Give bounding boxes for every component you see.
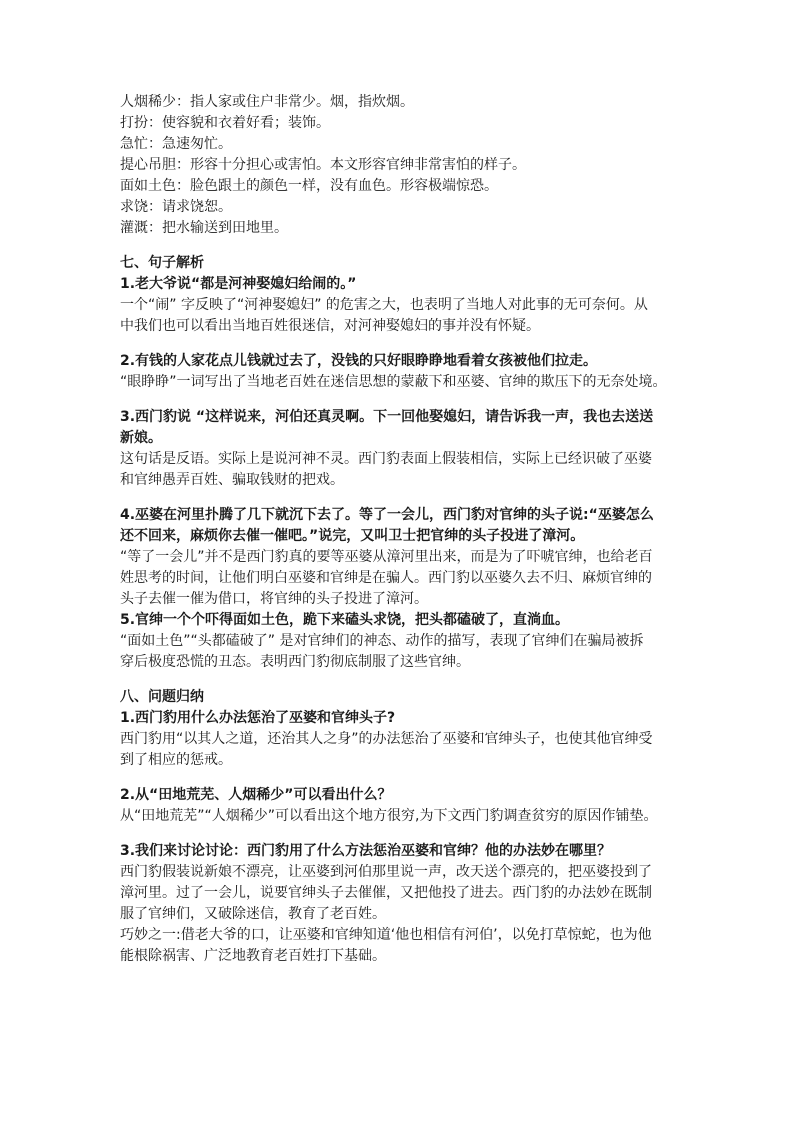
answer-line: 头子去催一催为借口，将官绅的头子投进了漳河。 xyxy=(120,591,428,607)
document-page xyxy=(120,92,680,967)
section-sentence-analysis xyxy=(120,253,680,673)
vocab-item: 打扮：使容貌和衣着好看；装饰。 xyxy=(120,115,330,131)
answer-line: “面如土色”“头都磕破了” 是对官绅们的神态、动作的描写，表现了官绅们在骗局被拆 xyxy=(120,633,644,649)
answer-line: 到了相应的惩戒。 xyxy=(120,752,232,768)
answer-line: 穿后极度恐慌的丑态。表明西门豹彻底制服了这些官绅。 xyxy=(120,654,470,670)
vocab-item: 人烟稀少：指人家或住户非常少。烟，指炊烟。 xyxy=(120,94,414,110)
answer-line: 这句话是反语。实际上是说河神不灵。西门豹表面上假装相信，实际上已经识破了巫婆 xyxy=(120,451,652,467)
answer-line: 一个“闹” 字反映了“河神娶媳妇” 的危害之大，也表明了当地人对此事的无可奈何。从 xyxy=(120,297,648,313)
question-title: 3.西门豹说 “这样说来，河伯还真灵啊。下一回他娶媳妇，请告诉我一声，我也去送送 xyxy=(120,409,654,425)
vocab-item: 求饶：请求饶恕。 xyxy=(120,199,232,215)
answer-line: 漳河里。过了一会儿，说要官绅头子去催催，又把他投了进去。西门豹的办法妙在既制 xyxy=(120,885,652,901)
question-title: 1.西门豹用什么办法惩治了巫婆和官绅头子? xyxy=(120,710,396,726)
answer-line: 巧妙之一:借老大爷的口，让巫婆和官绅知道‘他也相信有河伯’，以免打草惊蛇，也为他 xyxy=(120,927,652,943)
answer-line: 和官绅愚弄百姓、骗取钱财的把戏。 xyxy=(120,472,344,488)
vocab-item: 提心吊胆：形容十分担心或害怕。本文形容官绅非常害怕的样子。 xyxy=(120,157,526,173)
answer-line: “眼睁睁”一词写出了当地老百姓在迷信思想的蒙蔽下和巫婆、官绅的欺压下的无奈处境。 xyxy=(120,374,667,390)
question-title: 3.我们来讨论讨论：西门豹用了什么方法惩治巫婆和官绅？他的办法妙在哪里？ xyxy=(120,843,612,859)
question-title: 2.从“田地荒芜、人烟稀少”可以看出什么？ xyxy=(120,787,392,803)
answer-line: “等了一会儿”并不是西门豹真的要等巫婆从漳河里出来，而是为了吓唬官绅，也给老百 xyxy=(120,549,653,565)
answer-line: 西门豹用“以其人之道，还治其人之身”的办法惩治了巫婆和官绅头子，也使其他官绅受 xyxy=(120,731,653,747)
answer-line: 姓思考的时间，让他们明白巫婆和官绅是在骗人。西门豹以巫婆久去不归、麻烦官绅的 xyxy=(120,570,652,586)
answer-line: 能根除祸害、广泛地教育老百姓打下基础。 xyxy=(120,948,386,964)
answer-line: 西门豹假装说新娘不漂亮，让巫婆到河伯那里说一声，改天送个漂亮的，把巫婆投到了 xyxy=(120,864,652,880)
question-title: 新娘。 xyxy=(120,430,162,446)
vocab-item: 面如土色：脸色跟土的颜色一样，没有血色。形容极端惊恐。 xyxy=(120,178,498,194)
answer-line: 中我们也可以看出当地百姓很迷信，对河神娶媳妇的事并没有怀疑。 xyxy=(120,318,540,334)
section-question-summary xyxy=(120,687,680,967)
answer-line: 从“田地荒芜”“人烟稀少”可以看出这个地方很穷,为下文西门豹调查贫穷的原因作铺垫。 xyxy=(120,808,658,824)
question-title: 还不回来，麻烦你去催一催吧。”说完，又叫卫士把官绅的头子投进了漳河。 xyxy=(120,528,585,544)
vocabulary-list xyxy=(120,92,680,239)
answer-line: 服了官绅们，又破除迷信，教育了老百姓。 xyxy=(120,906,386,922)
section-heading: 八、问题归纳 xyxy=(120,689,204,705)
vocab-item: 灌溉：把水输送到田地里。 xyxy=(120,220,288,236)
question-title: 4.巫婆在河里扑腾了几下就沉下去了。等了一会儿，西门豹对官绅的头子说:“巫婆怎么 xyxy=(120,507,654,523)
question-title: 1.老大爷说“都是河神娶媳妇给闹的。” xyxy=(120,276,357,292)
question-title: 2.有钱的人家花点儿钱就过去了，没钱的只好眼睁睁地看着女孩被他们拉走。 xyxy=(120,353,598,369)
section-heading: 七、句子解析 xyxy=(120,255,204,271)
vocab-item: 急忙：急速匆忙。 xyxy=(120,136,232,152)
question-title: 5.官绅一个个吓得面如土色，跪下来磕头求饶，把头都磕破了，直淌血。 xyxy=(120,612,570,628)
